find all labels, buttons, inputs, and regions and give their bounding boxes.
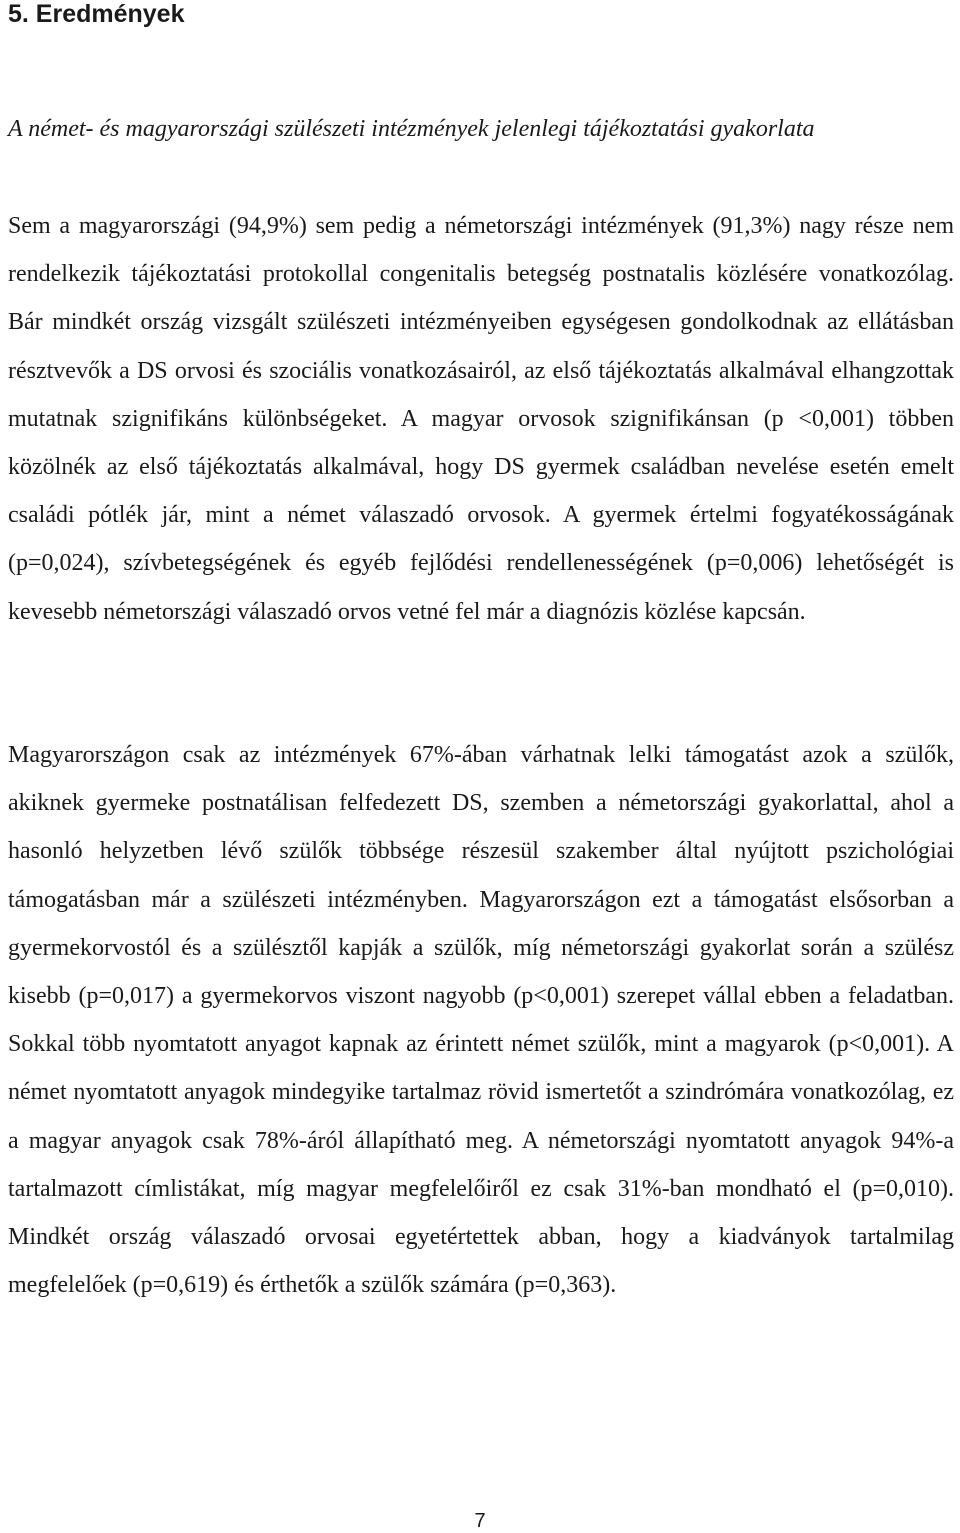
body-paragraph: Magyarországon csak az intézmények 67%-ában várhatnak lelki támogatást azok a szülők, akiknek gyermeke postnatálisan felfedezett DS, szemben a németországi gyakorlattal, ahol a hasonló helyzetben lévő szülők többsége részesül szakember által nyújtott pszichológiai támogatásban már a szülészeti intézményben. Magyarországon ezt a támogatást elsősorban a gyermekorvostól és a szülésztől kapják a szülők, míg németországi gyakorlat során a szülész kisebb (p=0,017) a gyermekorvos viszont nagyobb (p<0,001) szerepet vállal ebben a feladatban. Sokkal több nyomtatott anyagot kapnak az érintett német szülők, mint a magyarok (p<0,001). A német nyomtatott anyagok mindegyike tartalmaz rövid ismertetőt a szindrómára vonatkozólag, ez a magyar anyagok csak 78%-áról állapítható meg. A németországi nyomtatott anyagok 94%-a tartalmazott címlistákat, míg magyar megfelelőiről ez csak 31%-ban mondható el (p=0,010). Mindkét ország válaszadó orvosai egyetértettek abban, hogy a kiadványok tartalmilag megfelelőek (p=0,619) és érthetők a szülők számára (p=0,363). (8, 742, 954, 1299)
body-paragraph: Sem a magyarországi (94,9%) sem pedig a németországi intézmények (91,3%) nagy része nem rendelkezik tájékoztatási protokollal congenitalis betegség postnatalis közlésére vonatkozólag. Bár mindkét ország vizsgált szülészeti intézményeiben egységesen gondolkodnak az ellátásban résztvevők a DS orvosi és szociális vonatkozásairól, az első tájékoztatás alkalmával elhangzottak mutatnak szignifikáns különbségeket. A magyar orvosok szignifikánsan (p <0,001) többen közölnék az első tájékoztatás alkalmával, hogy DS gyermek családban nevelése esetén emelt családi pótlék jár, mint a német válaszadó orvosok. A gyermek értelmi fogyatékosságának (p=0,024), szívbetegségének és egyéb fejlődési rendellenességének (p=0,006) lehetőségét is kevesebb németországi válaszadó orvos vetné fel már a diagnózis közlése kapcsán. (8, 213, 954, 625)
page-number: 7 (474, 1510, 486, 1532)
section-heading: 5. Eredmények (8, 0, 185, 28)
section-subtitle: A német- és magyarországi szülészeti intézmények jelenlegi tájékoztatási gyakorlata (8, 116, 815, 142)
